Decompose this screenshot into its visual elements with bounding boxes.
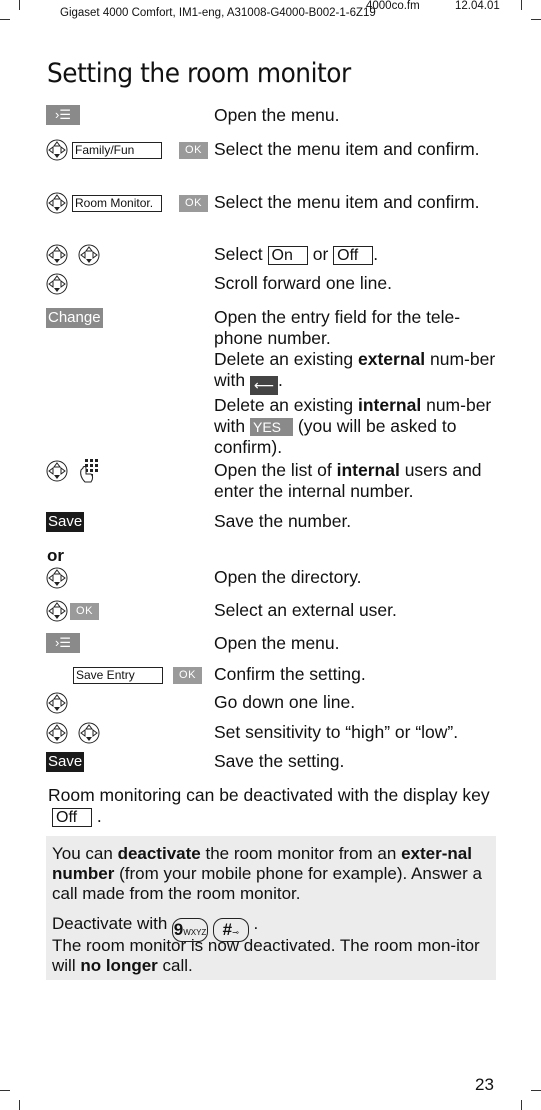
note-text: Room monitoring can be deactivated with the display key — [48, 785, 490, 805]
yes-key[interactable]: YES — [250, 418, 293, 436]
menu-item-field: Room Monitor. — [72, 195, 162, 212]
step-text: Save the number. — [214, 511, 352, 531]
step-text: Go down one line. — [214, 692, 356, 712]
crop-mark — [19, 1100, 20, 1110]
navigation-key-icon[interactable] — [78, 722, 100, 744]
step-text: Select — [214, 244, 263, 264]
crop-mark — [531, 19, 541, 20]
document-id: Gigaset 4000 Comfort, IM1-eng, A31008-G4000-B002-1-6Z19 — [60, 7, 376, 19]
step-save-setting — [46, 751, 506, 775]
navigation-key-icon[interactable] — [46, 567, 68, 589]
step-text: Confirm the setting. — [214, 664, 366, 684]
menu-key-icon[interactable]: ›☰ — [46, 105, 80, 125]
key-hash-icon[interactable]: #⊸ — [213, 918, 249, 942]
step-change: Change Open the entry field for the tele-phone number. Delete an existing external num-ber with ⟵ . Delete an existing internal num-ber with YES (you will be asked to confirm). — [46, 307, 506, 457]
page-title: Setting the room monitor — [47, 58, 351, 89]
navigation-key-icon[interactable] — [46, 192, 68, 214]
ok-key[interactable]: OK — [173, 667, 202, 684]
navigation-key-icon[interactable] — [78, 244, 100, 266]
step-text: users and enter the internal number. — [214, 460, 482, 501]
step-sensitivity — [46, 722, 506, 746]
step-select-on-off — [46, 244, 506, 268]
navigation-key-icon[interactable] — [46, 722, 68, 744]
step-text-bold: internal — [358, 395, 422, 415]
crop-mark — [0, 1090, 10, 1091]
info-box: You can deactivate the room monitor from an exter-nal number (from your mobile phone for example). Answer a call made from the room monitor. Deactivate with 9WXYZ #⊸ . The room monitor is now deactivated. The room mon-itor will no longer call. — [46, 836, 496, 980]
off-key[interactable]: Off — [52, 808, 92, 827]
step-text: . — [373, 244, 379, 264]
save-softkey[interactable]: Save — [48, 753, 83, 770]
step-family-fun — [46, 139, 506, 183]
step-text: (you will be asked to confirm). — [214, 416, 457, 457]
info-text: call. — [162, 956, 193, 975]
backspace-key-icon[interactable]: ⟵ — [250, 376, 278, 395]
step-text: Open the entry field for the tele-phone number. — [214, 307, 461, 348]
step-select-external — [46, 600, 506, 624]
step-open-menu-2 — [46, 631, 506, 657]
menu-item-field: Save Entry — [73, 667, 163, 684]
step-internal-list — [46, 460, 506, 504]
crop-mark — [19, 0, 20, 10]
navigation-key-icon[interactable] — [46, 460, 68, 482]
deactivation-note: Room monitoring can be deactivated with the display key Off . — [48, 785, 490, 826]
step-open-menu — [46, 103, 506, 129]
navigation-key-icon[interactable] — [46, 244, 68, 266]
step-text: Delete an existing — [214, 395, 354, 415]
step-text: num-ber with — [214, 349, 496, 390]
info-text-bold: no longer — [80, 956, 158, 975]
step-text: Open the list of — [214, 460, 332, 480]
step-open-directory — [46, 567, 506, 591]
step-text: Select the menu item and confirm. — [214, 139, 480, 159]
step-save-entry — [46, 664, 506, 688]
step-text: or — [312, 244, 329, 264]
step-save-number — [46, 511, 506, 535]
info-text-bold: deactivate — [117, 844, 201, 863]
step-text-bold: external — [358, 349, 426, 369]
info-text: Deactivate with — [52, 914, 168, 933]
change-softkey[interactable]: Change — [48, 309, 101, 326]
step-text: num-ber with — [214, 395, 492, 436]
crop-mark — [531, 1090, 541, 1091]
key-9-icon[interactable]: 9WXYZ — [172, 918, 208, 942]
page-number: 23 — [475, 1075, 494, 1094]
ok-key[interactable]: OK — [179, 195, 208, 212]
navigation-key-icon[interactable] — [46, 692, 68, 714]
crop-mark — [0, 19, 10, 20]
step-text: Set sensitivity to “high” or “low”. — [214, 722, 459, 742]
navigation-key-icon[interactable] — [46, 139, 68, 161]
step-text: Open the directory. — [214, 567, 362, 587]
navigation-key-icon[interactable] — [46, 273, 68, 295]
menu-key-icon[interactable]: ›☰ — [46, 633, 80, 653]
filename: 4000co.fm — [366, 0, 420, 12]
crop-mark — [521, 0, 522, 10]
step-text: Select an external user. — [214, 600, 397, 620]
date: 12.04.01 — [455, 0, 500, 12]
step-text: Open the menu. — [214, 105, 340, 125]
navigation-key-icon[interactable] — [46, 600, 68, 622]
step-text: Scroll forward one line. — [214, 273, 392, 293]
menu-item-field: Family/Fun — [72, 142, 162, 159]
save-softkey[interactable]: Save — [48, 513, 83, 530]
step-room-monitor — [46, 192, 506, 236]
ok-key[interactable]: OK — [179, 142, 208, 159]
step-text: Save the setting. — [214, 751, 345, 771]
step-scroll — [46, 273, 506, 297]
info-text: The room monitor is now deactivated. The room mon-itor will — [52, 936, 480, 975]
on-key[interactable]: On — [268, 246, 308, 265]
info-text-bold: exter-nal number — [52, 844, 472, 883]
step-text: Select the menu item and confirm. — [214, 192, 480, 212]
step-go-down — [46, 692, 506, 716]
info-text: You can — [52, 844, 113, 863]
info-text: the room monitor from an — [205, 844, 397, 863]
step-text: Open the menu. — [214, 633, 340, 653]
step-text-bold: internal — [336, 460, 400, 480]
step-text: Delete an existing — [214, 349, 354, 369]
info-text: (from your mobile phone for example). Answer a call made from the room monitor. — [52, 864, 482, 903]
crop-mark — [521, 1100, 522, 1110]
or-label: or — [47, 546, 64, 565]
ok-key[interactable]: OK — [70, 603, 99, 620]
off-key[interactable]: Off — [333, 246, 373, 265]
keypad-icon[interactable] — [77, 458, 101, 484]
